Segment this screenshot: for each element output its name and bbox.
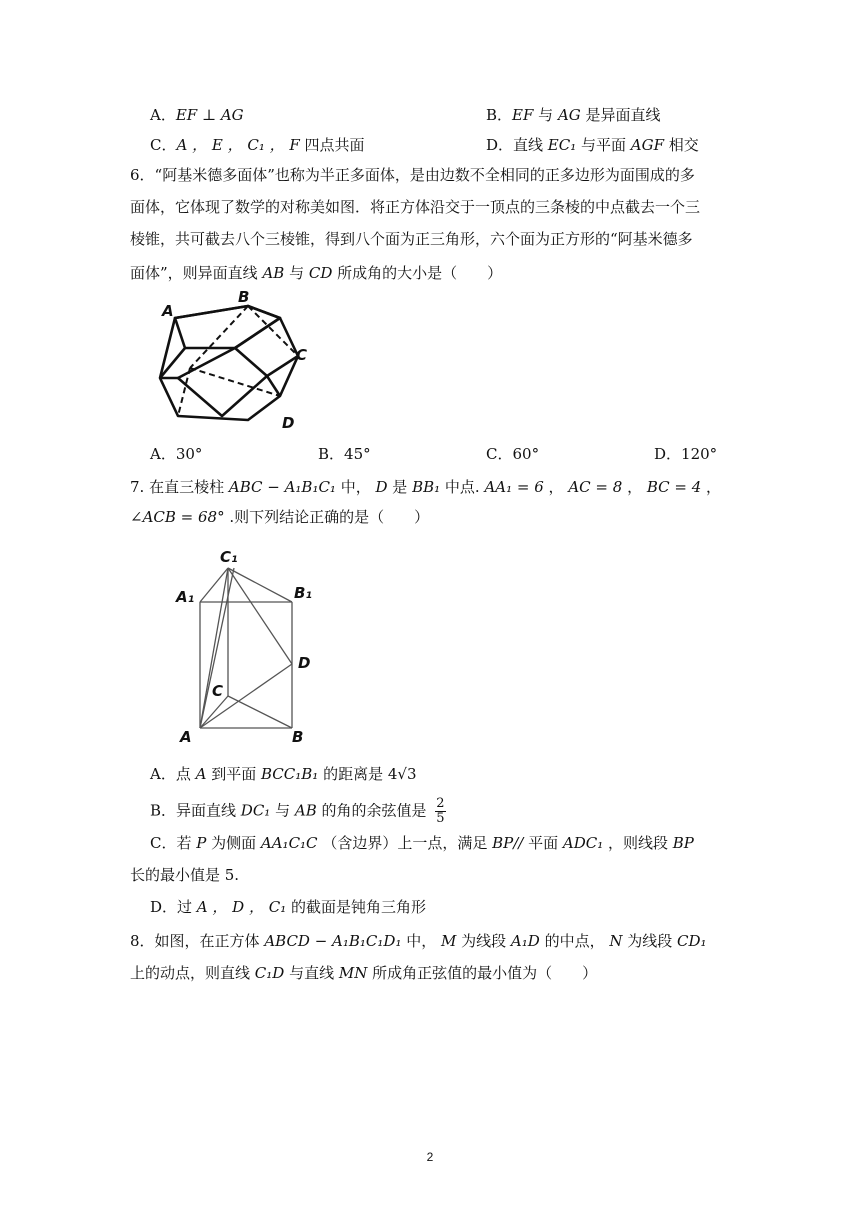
q8-stem-line-2: 上的动点，则直线 C₁D 与直线 MN 所成角正弦值的最小值为（ ） <box>130 964 598 982</box>
q5-option-d: D．直线 EC₁ 与平面 AGF 相交 <box>486 136 699 154</box>
q6-option-d: D．120° <box>654 445 718 463</box>
q7-option-c-line-2: 长的最小值是 5. <box>130 866 240 884</box>
q7-label-b1: B₁ <box>294 584 313 602</box>
q7-stem-line-1: 7. 在直三棱柱 ABC − A₁B₁C₁ 中， D 是 BB₁ 中点. AA₁ = 6 ， AC = 8 ， BC = 4 ， <box>130 478 722 496</box>
q6-stem-line-4: 面体”，则异面直线 AB 与 CD 所成角的大小是（ ） <box>130 264 503 282</box>
q6-option-b: B．45° <box>318 445 371 463</box>
q7-fraction: $\frac{2}{5}$ <box>436 796 445 826</box>
q6-label-a: A <box>162 302 174 320</box>
q6-stem-line-2: 面体，它体现了数学的对称美如图．将正方体沿交于一顶点的三条棱的中点截去一个三 <box>130 198 701 216</box>
q7-option-c-line-1: C．若 P 为侧面 AA₁C₁C （含边界）上一点，满足 BP// 平面 ADC₁ ，则线段 BP <box>150 834 694 852</box>
q5-option-c: C．A ， E ， C₁ ， F 四点共面 <box>150 136 365 154</box>
q7-label-d: D <box>298 654 311 672</box>
q5-option-b: B．EF 与 AG 是异面直线 <box>486 106 661 124</box>
q6-label-b: B <box>238 288 250 306</box>
q6-stem-line-3: 棱锥，共可截去八个三棱锥，得到八个面为正三角形，六个面为正方形的“阿基米德多 <box>130 230 693 248</box>
q6-cuboctahedron-figure <box>150 288 320 438</box>
q7-label-c1: C₁ <box>220 548 238 566</box>
q7-label-b: B <box>292 728 304 746</box>
q7-stem-line-2: ∠ACB = 68° .则下列结论正确的是（ ） <box>130 508 430 526</box>
q6-option-c: C．60° <box>486 445 540 463</box>
q8-stem-line-1: 8．如图，在正方体 ABCD − A₁B₁C₁D₁ 中， M 为线段 A₁D 的中点， N 为线段 CD₁ <box>130 932 707 950</box>
q7-label-c: C <box>212 682 224 700</box>
q7-prism-figure <box>170 540 330 750</box>
q6-label-c: C <box>296 346 308 364</box>
q7-option-b: B．异面直线 DC₁ 与 AB 的角的余弦值是 $\frac{2}{5}$ <box>150 796 445 826</box>
q7-label-a: A <box>180 728 192 746</box>
q7-option-d: D．过 A ， D ， C₁ 的截面是钝角三角形 <box>150 898 426 916</box>
q7-option-a: A．点 A 到平面 BCC₁B₁ 的距离是 4√3 <box>150 765 417 783</box>
q6-label-d: D <box>282 414 295 432</box>
page-number: 2 <box>426 1150 434 1164</box>
q7-label-a1: A₁ <box>176 588 195 606</box>
q5-option-a: A．EF ⊥ AG <box>150 106 244 124</box>
q6-stem-line-1: 6．“阿基米德多面体”也称为半正多面体，是由边数不全相同的正多边形为面围成的多 <box>130 166 695 184</box>
q6-option-a: A．30° <box>150 445 203 463</box>
